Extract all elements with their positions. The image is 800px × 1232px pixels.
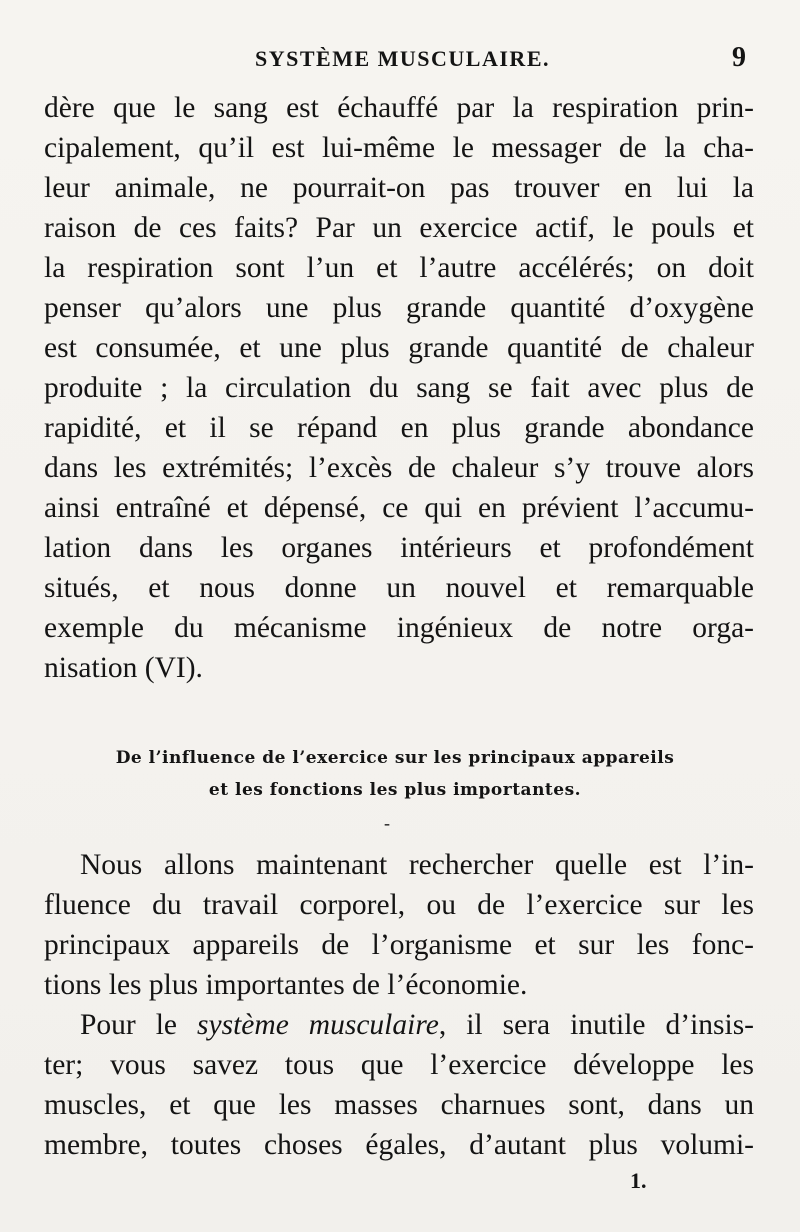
- text-line: tions les plus importantes de l’économie.: [44, 969, 528, 1001]
- text-line: nisation (VI).: [44, 652, 203, 684]
- text-line: produite ; la circulation du sang se fait avec plus de: [44, 372, 754, 404]
- body-paragraph-3: [44, 1005, 754, 1165]
- text-fragment: , il sera inutile d’insis-: [438, 1009, 754, 1041]
- text-line: situés, et nous donne un nouvel et remarquable: [44, 572, 754, 604]
- running-head: [0, 40, 800, 76]
- body-paragraph-2: [44, 845, 754, 1005]
- text-line: membre, toutes choses égales, d’autant plus volumi-: [44, 1129, 754, 1161]
- text-line: dans les extrémités; l’excès de chaleur s’y trouve alors: [44, 452, 754, 484]
- body-paragraph-1: [44, 88, 754, 688]
- text-line: ainsi entraîné et dépensé, ce qui en prévient l’accumu-: [44, 492, 754, 524]
- text-line: lation dans les organes intérieurs et profondément: [44, 532, 754, 564]
- section-heading-line: et les fonctions les plus importantes.: [208, 780, 582, 800]
- text-line: muscles, et que les masses charnues sont, dans un: [44, 1089, 754, 1121]
- text-line: la respiration sont l’un et l’autre accélérés; on doit: [44, 252, 754, 284]
- italic-term: système musculaire: [197, 1009, 439, 1041]
- text-line: [44, 1005, 754, 1045]
- text-line: fluence du travail corporel, ou de l’exercice sur les: [44, 889, 754, 921]
- text-line: est consumée, et une plus grande quantité de chaleur: [44, 332, 754, 364]
- text-line: raison de ces faits? Par un exercice actif, le pouls et: [44, 212, 754, 244]
- text-fragment: Pour le: [80, 1009, 198, 1041]
- signature-mark: 1.: [630, 1168, 647, 1193]
- text-line: cipalement, qu’il est lui-même le messager de la cha-: [44, 132, 754, 164]
- text-line: exemple du mécanisme ingénieux de notre orga-: [44, 612, 754, 644]
- text-line: Nous allons maintenant rechercher quelle est l’in-: [80, 849, 754, 881]
- text-line: rapidité, et il se répand en plus grande abondance: [44, 412, 754, 444]
- text-line: principaux appareils de l’organisme et sur les fonc-: [44, 929, 754, 961]
- text-line: dère que le sang est échauffé par la respiration prin-: [44, 92, 754, 124]
- text-line: ter; vous savez tous que l’exercice développe les: [44, 1049, 754, 1081]
- section-heading: [30, 742, 760, 806]
- running-title: SYSTÈME MUSCULAIRE.: [255, 46, 550, 71]
- text-line: penser qu’alors une plus grande quantité d’oxygène: [44, 292, 754, 324]
- section-heading-line: De l’influence de l’exercice sur les principaux appareils: [115, 748, 675, 768]
- text-line: leur animale, ne pourrait-on pas trouver en lui la: [44, 172, 754, 204]
- page-number: 9: [732, 42, 746, 73]
- section-separator: -: [384, 813, 390, 833]
